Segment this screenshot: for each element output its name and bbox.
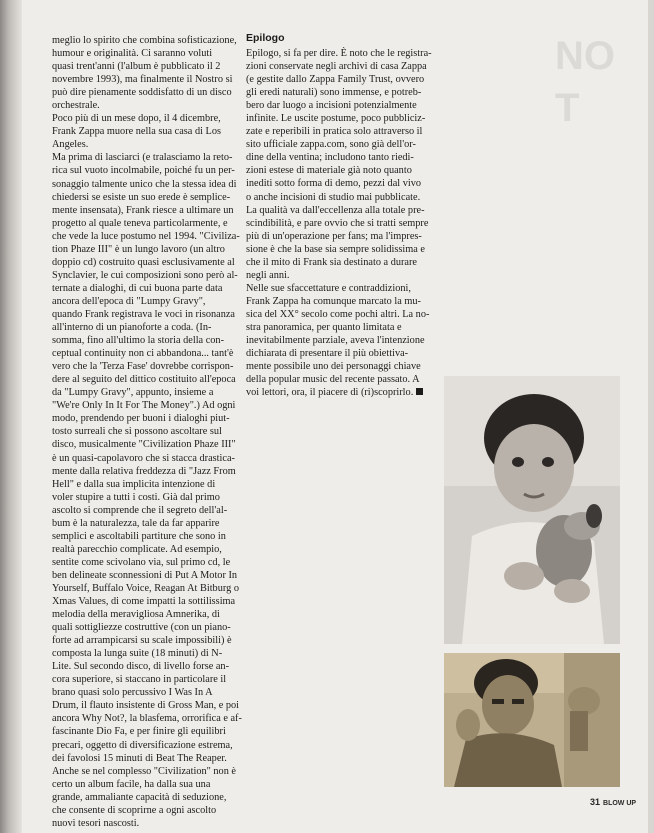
text-line: doppio cd) costruito quasi esclusivamente al — [52, 256, 235, 268]
text-line: disco, musicalmente "Civilization Phaze III" — [52, 439, 236, 451]
text-line: scindibilità, e pare ovvio che si tratti sempre — [246, 217, 429, 229]
text-line: semplici e ascoltabili partiture che sono in — [52, 530, 226, 542]
text-line: sonaggio talmente unico che la stessa idea di — [52, 178, 237, 190]
text-line: dichiarata di presentare il più obiettiva- — [246, 348, 409, 360]
text-line: dere al seguito del dittico costituito all'epoca — [52, 374, 236, 386]
text-line: ceptual continuity non ci abbandona... tant'è — [52, 348, 234, 360]
text-line: quali sottigliezze costruttive (con un piano- — [52, 622, 231, 634]
text-line: fascinante Dio Fa, e per finire gli equilibri — [52, 726, 226, 738]
text-line: cora superiore, si staccano in particolare il — [52, 674, 227, 686]
text-line: ascolto si comprende che il segreto dell'al- — [52, 504, 228, 516]
text-line: voi lettori, ora, il piacere di (ri)scoprirlo. — [246, 386, 436, 399]
text-line: mente dalla relativa freddezza di "Jazz From — [52, 465, 236, 477]
text-line: stra panoramica, per quanto limitata e — [246, 321, 402, 333]
text-line: bum è la naturalezza, tale da far apparire — [52, 517, 220, 529]
binding-gutter — [0, 0, 22, 833]
text-line: sica del XX° secolo come pochi altri. La no- — [246, 308, 430, 320]
text-line: Ma prima di lasciarci (e tralasciamo la reto- — [52, 152, 233, 164]
text-line: Anche se nel complesso "Civilization" non è — [52, 765, 236, 777]
magazine-name: BLOW UP — [603, 800, 637, 807]
text-line: precari, oggetto di diversificazione estrema, — [52, 739, 233, 751]
text-line: somma, fino all'ultimo la storia della con- — [52, 335, 225, 347]
text-line: ternate a dialoghi, di cui buona parte data — [52, 282, 223, 294]
text-line: rica sul vuoto incolmabile, poiché fu un per- — [52, 165, 235, 177]
text-line: zioni conservate negli archivi di casa Zappa — [246, 61, 427, 73]
text-line: può dire pienamente soddisfatto di un disco — [52, 87, 232, 99]
text-line: mente possibile uno dei personaggi chiave — [246, 361, 421, 373]
text-line: nuovi tesori nascosti. — [52, 817, 140, 829]
text-line: che consente di scoprirne a ogni ascolto — [52, 804, 217, 816]
text-line: La qualità va dall'eccellenza alla totale pre- — [246, 204, 425, 216]
text-line: più di un'operazione per fans; ma l'impres- — [246, 230, 422, 242]
text-line: sito ufficiale zappa.com, sono già dell'or- — [246, 139, 416, 151]
text-line: ben delineate sconnessioni di Put A Motor In — [52, 569, 238, 581]
text-line: all'interno di un pianoforte a coda. (In- — [52, 322, 212, 334]
text-line: Poco più di un mese dopo, il 4 dicembre, — [52, 113, 221, 125]
text-line: Frank Zappa ha comunque marcato la mu- — [246, 295, 421, 307]
text-line: composta la lunga suite (18 minuti) di N- — [52, 648, 223, 660]
text-line: negli anni. — [246, 269, 290, 281]
page-footer — [590, 797, 639, 807]
text-line: grande, ammaliante capacità di seduzione, — [52, 791, 227, 803]
text-line: ancora Why Not?, la blasfema, orrorifica e af- — [52, 713, 242, 725]
text-line: quasi trent'anni (l'album è pubblicato il 2 — [52, 61, 221, 73]
text-line: ancora dell'epoca di "Lumpy Gravy", — [52, 295, 206, 307]
show-through-text: NO T — [555, 34, 615, 130]
text-line: meglio lo spirito che combina sofisticazione, — [52, 35, 237, 46]
text-line: tion Phaze III" è un lungo lavoro (un altro — [52, 243, 225, 255]
text-line: brano quasi solo percussivo I Was In A — [52, 687, 213, 699]
text-line: dei favolosi 15 minuti di Beat The Reaper. — [52, 752, 227, 764]
text-line: Hell" e dalla sua implicita intenzione di — [52, 478, 216, 490]
text-line: sione è che la base sia sempre solidissima e — [246, 243, 425, 255]
text-line: quando Frank registrava le voci in risonanza — [52, 308, 235, 320]
text-line: orchestrale. — [52, 100, 100, 112]
text-line: mente insensata), Frank riesce a ultimare un — [52, 204, 234, 216]
text-line: gli eredi naturali) sono immense, e potreb- — [246, 87, 422, 99]
teenage-photo — [444, 653, 620, 787]
text-line: Lite. Sul secondo disco, di livello forse an- — [52, 661, 230, 673]
text-line: (e gestite dallo Zappa Family Trust, ovvero — [246, 74, 425, 86]
text-line: Nelle sue sfaccettature e contraddizioni, — [246, 282, 411, 294]
text-line: novembre 1993), ma finalmente il Nostro si — [52, 74, 233, 86]
text-line: Epilogo, si fa per dire. È noto che le registra- — [246, 48, 432, 59]
text-line: Xmas Values, di come impatti la sottilissima — [52, 596, 236, 608]
text-line: humour e originalità. Ci saranno voluti — [52, 48, 213, 60]
text-line: della popular music del recente passato. A — [246, 374, 420, 386]
page-number: 31 — [590, 797, 601, 807]
text-line: da "Lumpy Gravy", appunto, insieme a — [52, 387, 214, 399]
text-line: è un quasi-capolavoro che si stacca drastica- — [52, 452, 235, 464]
text-line: certo un album facile, ha dalla sua una — [52, 778, 211, 790]
text-line: melodia della meravigliosa Amnerika, di — [52, 609, 220, 621]
text-line: "We're Only In It For The Money".) Ad ogni — [52, 400, 236, 412]
left-text-column — [52, 34, 270, 830]
text-line: Synclavier, le cui composizioni sono però al- — [52, 269, 238, 281]
text-line: voler stupire a tutti i costi. Già dal primo — [52, 491, 220, 503]
text-line: tosto surreali che si possono ascoltare sul — [52, 426, 222, 438]
text-line: Drum, il flauto insistente di Gross Man, e poi — [52, 700, 240, 712]
childhood-photo-with-toy — [444, 376, 620, 644]
text-line: chiedersi se esiste un suo erede è semplice- — [52, 191, 231, 203]
text-line: forte ad arrampicarsi su scale impossibili) è — [52, 635, 232, 647]
text-line: inediti sotto forma di demo, pezzi dal vivo — [246, 178, 422, 190]
text-line: inevitabilmente parziale, aveva l'intenzione — [246, 335, 425, 347]
text-line: sentite come scivolano via, sul primo cd, le — [52, 556, 231, 568]
right-text-column — [246, 47, 436, 399]
text-line: infinite. Le uscite postume, poco pubbliciz- — [246, 113, 426, 125]
text-line: realtà parecchio complicate. Ad esempio, — [52, 543, 222, 555]
text-line: vero che la 'Terza Fase' dovrebbe corrispon- — [52, 361, 234, 373]
text-line: progetto al quale teneva particolarmente, e — [52, 217, 228, 229]
text-line: modo, prendendo per buoni i dialoghi piut- — [52, 413, 230, 425]
text-line: Yourself, Buffalo Voice, Reagan At Bitburg o — [52, 582, 239, 594]
text-line: Frank Zappa muore nella sua casa di Los — [52, 126, 221, 138]
end-of-article-mark — [416, 388, 423, 395]
text-line: bero dar luogo a incisioni potenzialmente — [246, 100, 417, 112]
text-line: o anche incisioni di studio mai pubblicate. — [246, 191, 421, 203]
epilogue-heading: Epilogo — [246, 32, 285, 44]
text-line: zate e reperibili in pratica solo attraverso il — [246, 126, 423, 138]
text-line: Angeles. — [52, 139, 89, 151]
text-line: zioni estese di materiale già noto quanto — [246, 165, 412, 177]
text-line: dine della ventina; includono tanto riedi- — [246, 152, 414, 164]
text-line: che il mito di Frank sia destinato a durare — [246, 256, 417, 268]
text-line: che vede la luce postumo nel 1994. "Civiliza- — [52, 230, 240, 242]
